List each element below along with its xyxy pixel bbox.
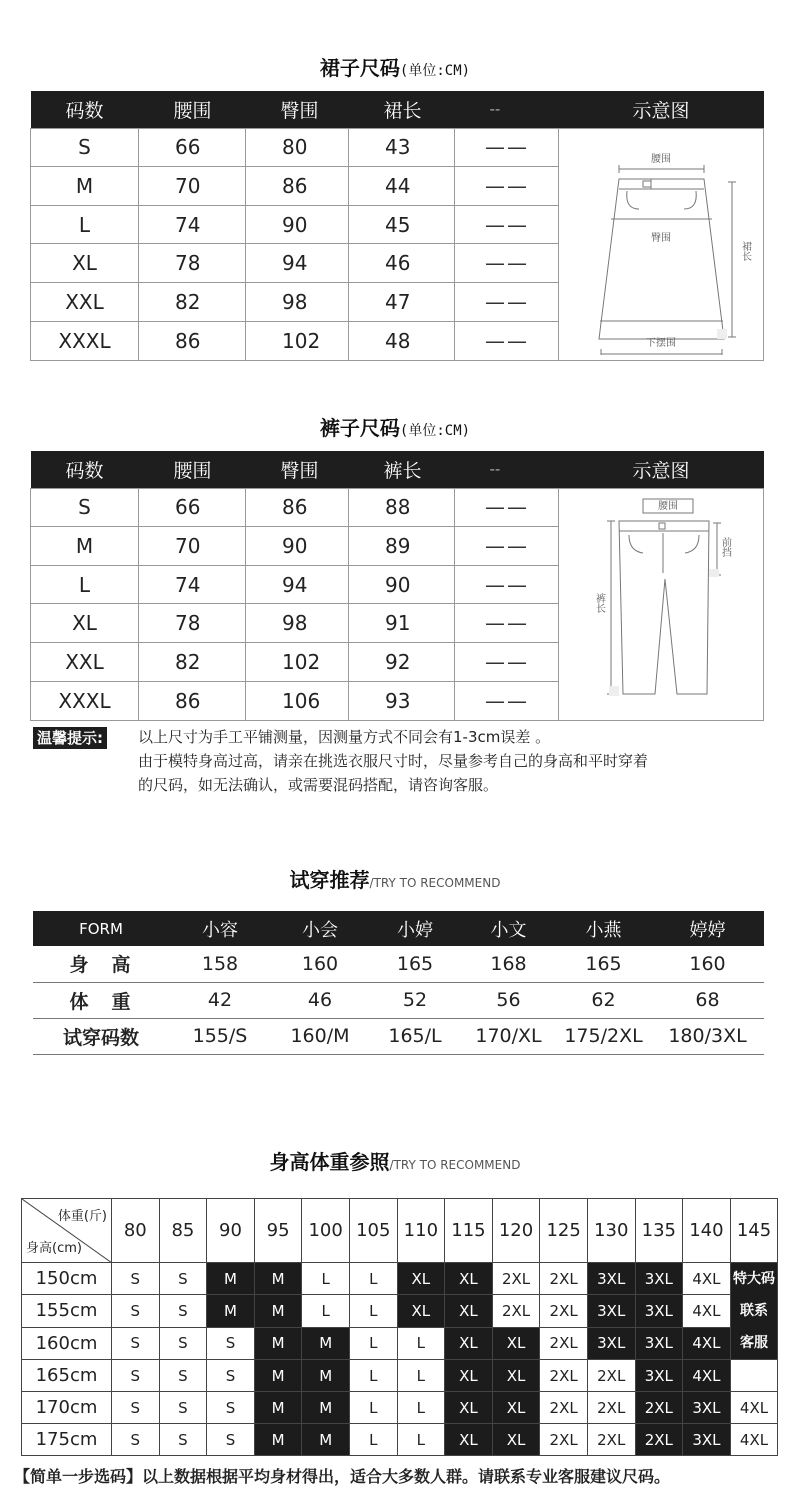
skirt-illustration — [559, 129, 764, 355]
value-cell: 86 — [139, 321, 246, 360]
tryon-row-size — [33, 1018, 764, 1054]
hw-header-row — [22, 1199, 778, 1263]
pants-title — [0, 412, 790, 441]
value-cell: 168 — [461, 946, 556, 982]
size-cell: M — [302, 1327, 350, 1359]
pants-title-text: 裤子尺码 — [319, 416, 400, 440]
value-cell: 74 — [139, 565, 246, 604]
size-cell: 3XL — [683, 1392, 731, 1424]
size-cell: S — [207, 1392, 255, 1424]
value-cell: 98 — [246, 604, 349, 643]
size-cell: XL — [445, 1392, 493, 1424]
size-cell: 2XL — [540, 1327, 588, 1359]
value-cell: —— — [455, 604, 559, 643]
skirt-size-table — [30, 91, 764, 361]
value-cell: 44 — [349, 167, 455, 206]
skirt-label-hip: 臀围 — [651, 232, 671, 244]
value-cell: —— — [455, 681, 559, 720]
value-cell: 78 — [139, 244, 246, 283]
height-label-cell: 165cm — [22, 1360, 112, 1392]
special-size-text: 客服 — [740, 1335, 769, 1351]
hw-corner-cell — [22, 1199, 112, 1263]
value-cell: 90 — [246, 205, 349, 244]
tryon-header-model: 小燕 — [556, 911, 651, 946]
pants-label-rise: 前挡 — [719, 536, 731, 557]
size-cell: L — [349, 1424, 397, 1456]
height-label-cell: 150cm — [22, 1263, 112, 1295]
size-cell: S — [112, 1424, 160, 1456]
size-cell: M — [254, 1327, 302, 1359]
value-cell: 160 — [271, 946, 369, 982]
weight-header-cell: 145 — [730, 1199, 778, 1263]
value-cell: 46 — [349, 244, 455, 283]
size-cell: L — [31, 205, 139, 244]
value-cell: 91 — [349, 604, 455, 643]
hw-row — [22, 1392, 778, 1424]
size-cell: M — [31, 167, 139, 206]
size-cell: 3XL — [587, 1263, 635, 1295]
value-cell: 90 — [246, 527, 349, 566]
tryon-row-height — [33, 946, 764, 982]
size-cell: S — [159, 1327, 207, 1359]
hw-row — [22, 1327, 778, 1359]
value-cell: —— — [455, 128, 559, 167]
size-cell: 2XL — [587, 1360, 635, 1392]
size-cell: M — [302, 1360, 350, 1392]
value-cell: —— — [455, 565, 559, 604]
size-cell: XL — [445, 1295, 493, 1327]
size-cell: 2XL — [587, 1392, 635, 1424]
size-cell: XL — [445, 1360, 493, 1392]
size-cell: 2XL — [540, 1263, 588, 1295]
size-cell: L — [397, 1327, 445, 1359]
hw-row — [22, 1295, 778, 1327]
size-cell: L — [349, 1295, 397, 1327]
pants-size-table — [30, 451, 764, 721]
value-cell: 48 — [349, 321, 455, 360]
height-axis-label: 身高(cm) — [26, 1241, 82, 1256]
size-cell: S — [112, 1360, 160, 1392]
tryon-header-row — [33, 911, 764, 946]
value-cell: 158 — [169, 946, 271, 982]
value-cell: 89 — [349, 527, 455, 566]
size-cell: 2XL — [540, 1424, 588, 1456]
tryon-header-model: 小婷 — [369, 911, 461, 946]
value-cell: —— — [455, 488, 559, 527]
value-cell: 165 — [369, 946, 461, 982]
size-cell: 4XL — [730, 1424, 778, 1456]
tip-lines — [138, 725, 778, 797]
value-cell: 46 — [271, 982, 369, 1018]
value-cell: —— — [455, 283, 559, 322]
size-cell: XL — [445, 1424, 493, 1456]
skirt-label-hem: 下摆围 — [646, 337, 676, 349]
value-cell: 106 — [246, 681, 349, 720]
special-size-text: 联系 — [740, 1303, 769, 1319]
size-cell: 2XL — [540, 1360, 588, 1392]
value-cell: 68 — [651, 982, 764, 1018]
value-cell: 82 — [139, 283, 246, 322]
size-cell: 3XL — [635, 1327, 683, 1359]
size-cell: XL — [492, 1392, 540, 1424]
pants-illustration — [559, 489, 764, 715]
tryon-header-model: 婷婷 — [651, 911, 764, 946]
size-cell: 2XL — [492, 1295, 540, 1327]
size-cell: 3XL — [635, 1263, 683, 1295]
hw-subtitle: /TRY TO RECOMMEND — [389, 1158, 521, 1172]
size-cell: M — [207, 1295, 255, 1327]
size-cell: 4XL — [683, 1263, 731, 1295]
pants-header-size: 码数 — [31, 451, 139, 488]
value-cell: 80 — [246, 128, 349, 167]
skirt-header-length: 裙长 — [349, 91, 455, 128]
value-cell: 88 — [349, 488, 455, 527]
size-cell: 4XL — [683, 1327, 731, 1359]
tryon-table — [33, 911, 764, 1055]
pants-header-row — [31, 451, 764, 488]
value-cell: 62 — [556, 982, 651, 1018]
size-cell: M — [254, 1392, 302, 1424]
size-cell: L — [349, 1360, 397, 1392]
pants-header-blank: -- — [455, 451, 559, 488]
weight-header-cell: 100 — [302, 1199, 350, 1263]
value-cell: 66 — [139, 128, 246, 167]
size-cell: XL — [31, 604, 139, 643]
size-cell: L — [31, 565, 139, 604]
tip-line: 的尺码，如无法确认，或需要混码搭配，请咨询客服。 — [138, 776, 499, 794]
skirt-label-length: 裙长 — [739, 240, 751, 261]
value-cell: 160/M — [271, 1018, 369, 1054]
value-cell: 155/S — [169, 1018, 271, 1054]
size-cell: S — [207, 1424, 255, 1456]
size-cell: S — [159, 1424, 207, 1456]
value-cell: 98 — [246, 283, 349, 322]
pants-header-length: 裤长 — [349, 451, 455, 488]
size-cell: XL — [445, 1263, 493, 1295]
weight-header-cell: 115 — [445, 1199, 493, 1263]
size-cell: 3XL — [683, 1424, 731, 1456]
size-cell: XL — [492, 1424, 540, 1456]
tryon-header-model: 小会 — [271, 911, 369, 946]
value-cell: 43 — [349, 128, 455, 167]
size-cell: L — [397, 1392, 445, 1424]
tip-label: 温馨提示: — [33, 727, 107, 749]
size-cell: S — [112, 1263, 160, 1295]
value-cell: 102 — [246, 321, 349, 360]
value-cell: 170/XL — [461, 1018, 556, 1054]
weight-axis-label: 体重(斤) — [57, 1209, 107, 1224]
size-cell: S — [159, 1392, 207, 1424]
value-cell: 86 — [246, 488, 349, 527]
size-cell: 4XL — [730, 1392, 778, 1424]
height-weight-table — [21, 1198, 778, 1456]
value-cell: 82 — [139, 643, 246, 682]
weight-header-cell: 120 — [492, 1199, 540, 1263]
skirt-label-waist: 腰围 — [651, 153, 671, 165]
size-cell: L — [349, 1392, 397, 1424]
size-cell: S — [31, 488, 139, 527]
weight-header-cell: 90 — [207, 1199, 255, 1263]
pants-diagram — [559, 488, 764, 720]
size-cell: 3XL — [635, 1360, 683, 1392]
size-cell: 2XL — [492, 1263, 540, 1295]
weight-header-cell: 95 — [254, 1199, 302, 1263]
value-cell: 180/3XL — [651, 1018, 764, 1054]
size-cell: L — [349, 1327, 397, 1359]
value-cell: 160 — [651, 946, 764, 982]
size-cell: 3XL — [587, 1295, 635, 1327]
height-label-cell: 160cm — [22, 1327, 112, 1359]
size-cell: 3XL — [587, 1327, 635, 1359]
size-cell: S — [159, 1263, 207, 1295]
size-cell: XXL — [31, 643, 139, 682]
height-label-cell: 175cm — [22, 1424, 112, 1456]
value-cell: 52 — [369, 982, 461, 1018]
pants-header-waist: 腰围 — [139, 451, 246, 488]
size-cell: S — [159, 1360, 207, 1392]
size-cell: 2XL — [587, 1424, 635, 1456]
special-size-text: 特大码 — [733, 1271, 776, 1287]
size-cell: XL — [492, 1360, 540, 1392]
pants-label-length: 裤长 — [593, 592, 605, 613]
value-cell: 70 — [139, 167, 246, 206]
value-cell: 42 — [169, 982, 271, 1018]
size-cell: L — [302, 1295, 350, 1327]
size-cell: S — [207, 1327, 255, 1359]
size-cell: XXL — [31, 283, 139, 322]
size-cell: S — [112, 1295, 160, 1327]
value-cell: —— — [455, 167, 559, 206]
size-cell — [730, 1360, 778, 1392]
size-cell: XXXL — [31, 321, 139, 360]
size-cell: S — [159, 1295, 207, 1327]
row-label: 体 重 — [33, 982, 169, 1018]
value-cell: —— — [455, 527, 559, 566]
height-label-cell: 155cm — [22, 1295, 112, 1327]
skirt-header-row — [31, 91, 764, 128]
value-cell: 86 — [246, 167, 349, 206]
pants-header-hip: 臀围 — [246, 451, 349, 488]
tryon-row-weight — [33, 982, 764, 1018]
tip-block — [33, 725, 778, 797]
size-cell: XL — [397, 1295, 445, 1327]
value-cell: 175/2XL — [556, 1018, 651, 1054]
size-cell: M — [254, 1360, 302, 1392]
special-size-contact-cell — [730, 1263, 778, 1360]
value-cell: 165 — [556, 946, 651, 982]
hw-title-text: 身高体重参照 — [269, 1150, 390, 1174]
size-cell: S — [112, 1327, 160, 1359]
value-cell: —— — [455, 321, 559, 360]
value-cell: 74 — [139, 205, 246, 244]
tryon-subtitle: /TRY TO RECOMMEND — [369, 876, 501, 890]
tryon-header-model: 小容 — [169, 911, 271, 946]
value-cell: 93 — [349, 681, 455, 720]
value-cell: 45 — [349, 205, 455, 244]
tryon-header-model: 小文 — [461, 911, 556, 946]
value-cell: 86 — [139, 681, 246, 720]
table-row — [31, 488, 764, 527]
size-cell: M — [254, 1424, 302, 1456]
skirt-header-size: 码数 — [31, 91, 139, 128]
size-cell: S — [31, 128, 139, 167]
size-cell: XL — [31, 244, 139, 283]
size-cell: M — [31, 527, 139, 566]
size-cell: 2XL — [635, 1392, 683, 1424]
hw-row — [22, 1263, 778, 1295]
skirt-header-diagram: 示意图 — [559, 91, 764, 128]
tip-line: 由于模特身高过高，请亲在挑选衣服尺寸时，尽量参考自己的身高和平时穿着 — [138, 752, 649, 770]
size-cell: 2XL — [540, 1392, 588, 1424]
size-cell: L — [397, 1424, 445, 1456]
size-cell: L — [397, 1360, 445, 1392]
tryon-title — [0, 864, 790, 893]
value-cell: 90 — [349, 565, 455, 604]
size-cell: 2XL — [540, 1295, 588, 1327]
height-label-cell: 170cm — [22, 1392, 112, 1424]
size-cell: 4XL — [683, 1295, 731, 1327]
value-cell: —— — [455, 205, 559, 244]
value-cell: 94 — [246, 565, 349, 604]
size-cell: 2XL — [635, 1424, 683, 1456]
size-cell: 4XL — [683, 1360, 731, 1392]
tryon-title-text: 试穿推荐 — [289, 868, 370, 892]
value-cell: 56 — [461, 982, 556, 1018]
size-cell: S — [207, 1360, 255, 1392]
value-cell: 47 — [349, 283, 455, 322]
weight-header-cell: 125 — [540, 1199, 588, 1263]
skirt-header-blank: -- — [455, 91, 559, 128]
size-cell: XL — [397, 1263, 445, 1295]
value-cell: 78 — [139, 604, 246, 643]
skirt-unit: (单位:CM) — [399, 63, 471, 79]
weight-header-cell: 135 — [635, 1199, 683, 1263]
size-cell: XXXL — [31, 681, 139, 720]
skirt-title-text: 裙子尺码 — [319, 56, 400, 80]
value-cell: 66 — [139, 488, 246, 527]
row-label: 试穿码数 — [33, 1018, 169, 1054]
hw-row — [22, 1360, 778, 1392]
size-cell: M — [254, 1263, 302, 1295]
skirt-diagram — [559, 128, 764, 360]
pants-label-waist: 腰围 — [658, 500, 678, 512]
skirt-header-hip: 臀围 — [246, 91, 349, 128]
size-cell: M — [302, 1392, 350, 1424]
value-cell: —— — [455, 643, 559, 682]
skirt-header-waist: 腰围 — [139, 91, 246, 128]
weight-header-cell: 105 — [349, 1199, 397, 1263]
value-cell: 92 — [349, 643, 455, 682]
row-label: 身 高 — [33, 946, 169, 982]
size-cell: L — [302, 1263, 350, 1295]
size-cell: L — [349, 1263, 397, 1295]
tip-line: 以上尺寸为手工平铺测量，因测量方式不同会有1-3cm误差 。 — [138, 728, 551, 746]
pants-header-diagram: 示意图 — [559, 451, 764, 488]
weight-header-cell: 85 — [159, 1199, 207, 1263]
pants-unit: (单位:CM) — [399, 423, 471, 439]
weight-header-cell: 80 — [112, 1199, 160, 1263]
tryon-header-form: FORM — [33, 911, 169, 946]
size-cell: M — [207, 1263, 255, 1295]
footnote: 【简单一步选码】以上数据根据平均身材得出，适合大多数人群。请联系专业客服建议尺码。 — [14, 1467, 671, 1486]
weight-header-cell: 140 — [683, 1199, 731, 1263]
hw-title — [0, 1146, 790, 1175]
value-cell: —— — [455, 244, 559, 283]
size-cell: 3XL — [635, 1295, 683, 1327]
hw-row — [22, 1424, 778, 1456]
skirt-title — [0, 52, 790, 81]
size-cell: XL — [492, 1327, 540, 1359]
value-cell: 94 — [246, 244, 349, 283]
value-cell: 102 — [246, 643, 349, 682]
weight-header-cell: 110 — [397, 1199, 445, 1263]
table-row — [31, 128, 764, 167]
value-cell: 70 — [139, 527, 246, 566]
size-cell: XL — [445, 1327, 493, 1359]
size-cell: S — [112, 1392, 160, 1424]
size-cell: M — [302, 1424, 350, 1456]
value-cell: 165/L — [369, 1018, 461, 1054]
weight-header-cell: 130 — [587, 1199, 635, 1263]
size-cell: M — [254, 1295, 302, 1327]
